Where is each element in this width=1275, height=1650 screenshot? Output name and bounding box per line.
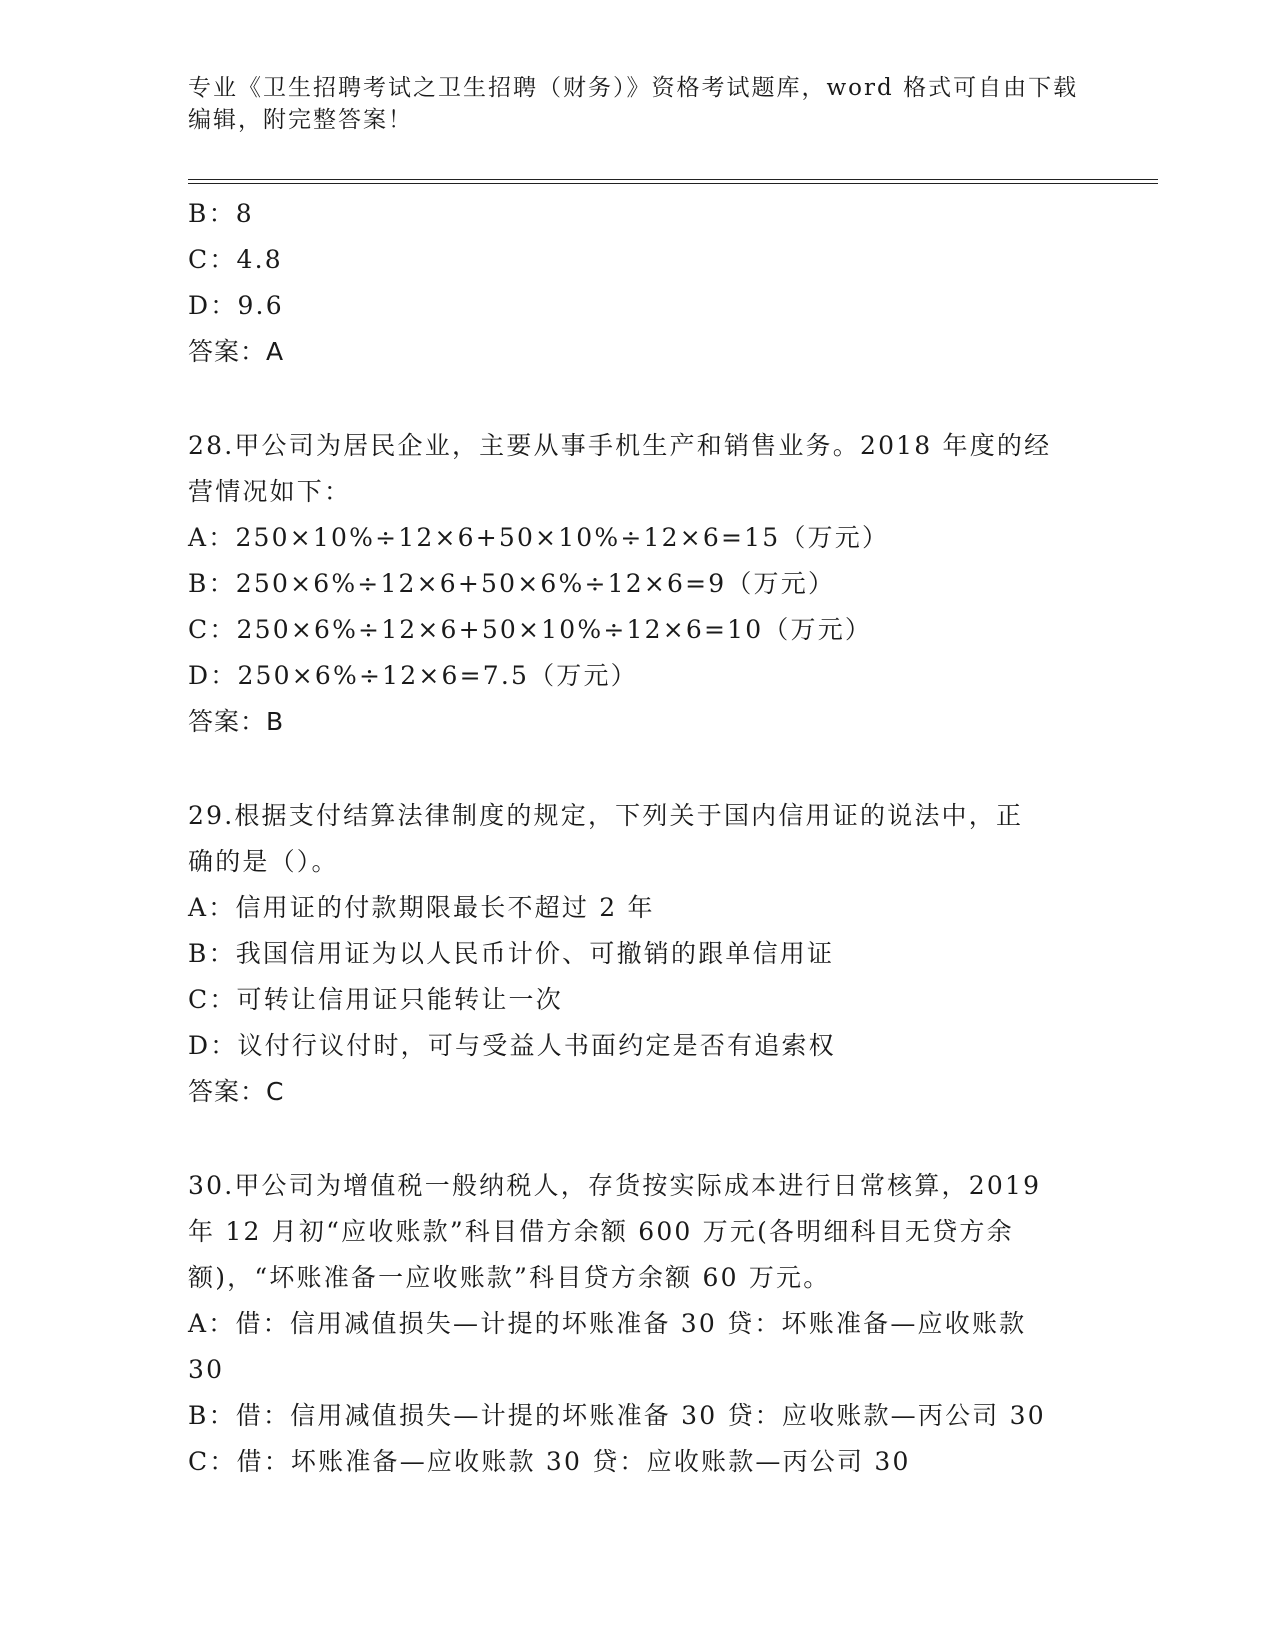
- question-stem-line: 年 12 月初“应收账款”科目借方余额 600 万元(各明细科目无贷方余: [188, 1217, 1014, 1246]
- question-stem-line: 29.根据支付结算法律制度的规定，下列关于国内信用证的说法中，正: [188, 801, 1024, 830]
- option-b: B：我国信用证为以人民币计价、可撤销的跟单信用证: [188, 939, 835, 968]
- question-stem-line: 额)，“坏账准备一应收账款”科目贷方余额 60 万元。: [188, 1263, 831, 1292]
- option-d: D：议付行议付时，可与受益人书面约定是否有追索权: [188, 1031, 836, 1060]
- option-b: B：8: [188, 199, 254, 228]
- question-29: [188, 793, 1088, 1115]
- option-d: D：9.6: [188, 291, 284, 320]
- question-stem-line: 确的是（）。: [188, 847, 339, 876]
- option-c: C：250×6%÷12×6+50×10%÷12×6=10（万元）: [188, 615, 873, 644]
- option-a: A：250×10%÷12×6+50×10%÷12×6=15（万元）: [188, 523, 890, 552]
- option-a-continued: 30: [188, 1355, 225, 1384]
- question-stem-line: 30.甲公司为增值税一般纳税人，存货按实际成本进行日常核算，2019: [188, 1171, 1042, 1200]
- option-a: A：信用证的付款期限最长不超过 2 年: [188, 893, 655, 922]
- question-27-tail: [188, 191, 1088, 375]
- option-b: B：250×6%÷12×6+50×6%÷12×6=9（万元）: [188, 569, 836, 598]
- answer-line: 答案：C: [188, 1077, 285, 1106]
- answer-line: 答案：B: [188, 707, 285, 736]
- document-header: [188, 72, 1088, 136]
- header-line-1: 专业《卫生招聘考试之卫生招聘（财务）》资格考试题库，word 格式可自由下载: [188, 75, 1079, 101]
- question-30: [188, 1163, 1088, 1485]
- option-a: A：借：信用减值损失—计提的坏账准备 30 贷：坏账准备—应收账款: [188, 1309, 1027, 1338]
- option-c: C：4.8: [188, 245, 283, 274]
- question-28: [188, 423, 1088, 745]
- option-c: C：借：坏账准备—应收账款 30 贷：应收账款—丙公司 30: [188, 1447, 911, 1476]
- option-b: B：借：信用减值损失—计提的坏账准备 30 贷：应收账款—丙公司 30: [188, 1401, 1046, 1430]
- question-stem-line: 28.甲公司为居民企业，主要从事手机生产和销售业务。2018 年度的经: [188, 431, 1052, 460]
- question-stem-line: 营情况如下：: [188, 477, 352, 506]
- option-c: C：可转让信用证只能转让一次: [188, 985, 563, 1014]
- header-line-2: 编辑，附完整答案！: [188, 107, 413, 133]
- option-d: D：250×6%÷12×6=7.5（万元）: [188, 661, 638, 690]
- question-list: [188, 191, 1088, 1485]
- header-divider: [188, 179, 1158, 184]
- answer-line: 答案：A: [188, 337, 285, 366]
